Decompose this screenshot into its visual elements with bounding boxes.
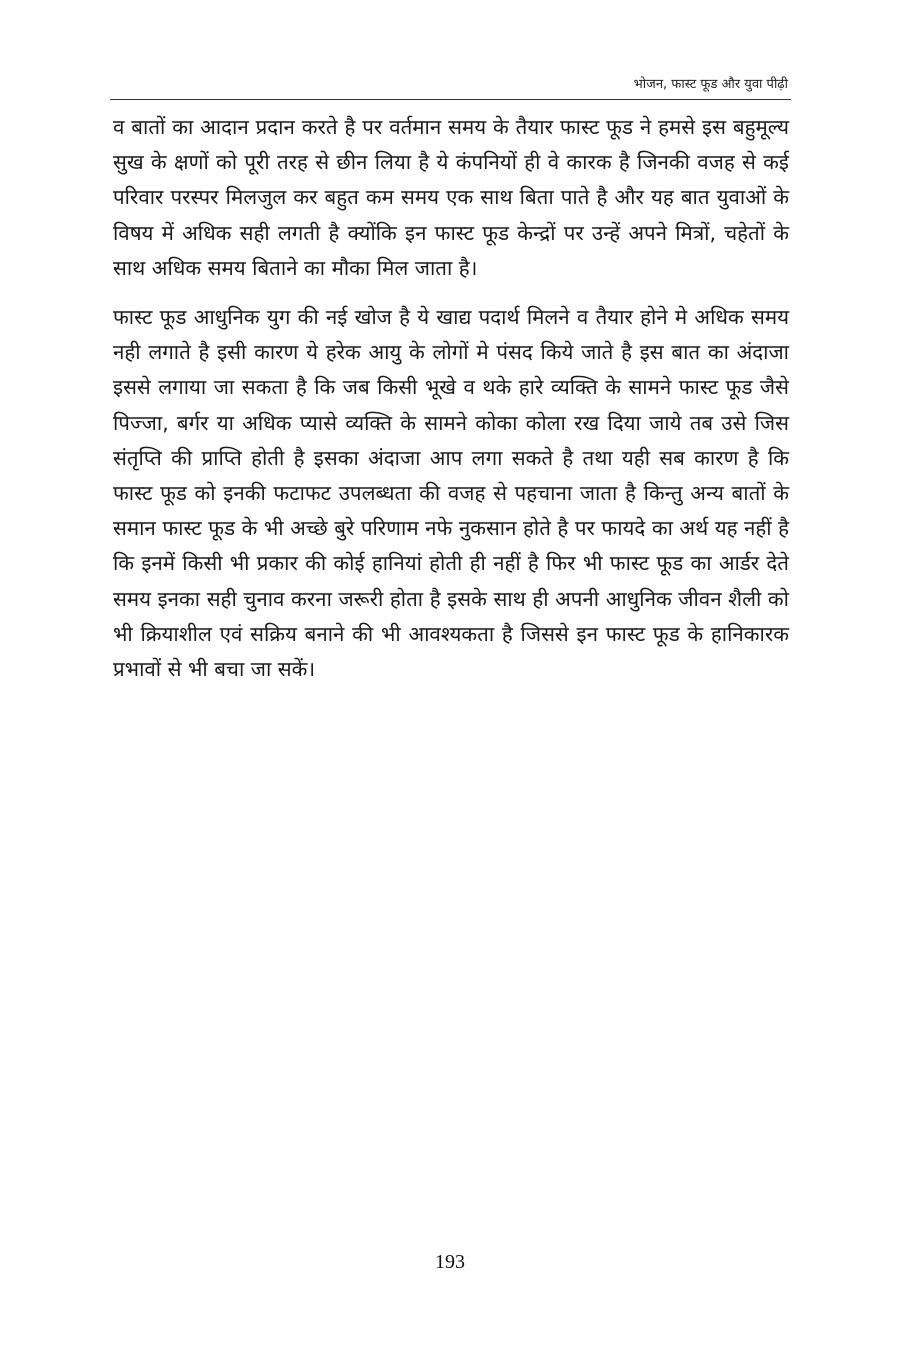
paragraph-2: फास्ट फूड आधुनिक युग की नई खोज है ये खाद्य पदार्थ मिलने व तैयार होने मे अधिक समय नही लगाते है इसी कारण ये हरेक आयु के लोगों मे पंसद किये जाते है इस बात का अंदाजा इससे लगाया जा सकता है कि जब किसी भूखे व थके हारे व्यक्ति के सामने फास्ट फूड जैसे पिज्जा, बर्गर या अधिक प्यासे व्यक्ति के सामने कोका कोला रख दिया जाये तब उसे जिस संतृप्ति की प्राप्ति होती है इसका अंदाजा आप लगा सकते है तथा यही सब कारण है कि फास्ट फूड को इनकी फटाफट उपलब्धता की वजह से पहचाना जाता है किन्तु अन्य बातों के समान फास्ट फूड के भी अच्छे बुरे परिणाम नफे नुकसान होते है पर फायदे का अर्थ यह नहीं है कि इनमें किसी भी प्रकार की कोई हानियां होती ही नहीं है फिर भी फास्ट फूड का आर्डर देते समय इनका सही चुनाव करना जरूरी होता है इसके साथ ही अपनी आधुनिक जीवन शैली को भी क्रियाशील एवं सक्रिय बनाने की भी आवश्यकता है जिससे इन फास्ट फूड के हानिकारक प्रभावों से भी बचा जा सकें। [113,305,789,682]
body-text [113,110,789,687]
page-number: 193 [435,1251,465,1273]
paragraph-1: व बातों का आदान प्रदान करते है पर वर्तमान समय के तैयार फास्ट फूड ने हमसे इस बहुमूल्य सुख के क्षणों को पूरी तरह से छीन लिया है ये कंपनियों ही वे कारक है जिनकी वजह से कई परिवार परस्पर मिलजुल कर बहुत कम समय एक साथ बिता पाते है और यह बात युवाओं के विषय में अधिक सही लगती है क्योंकि इन फास्ट फूड केन्द्रों पर उन्हें अपने मित्रों, चहेतों के साथ अधिक समय बिताने का मौका मिल जाता है। [113,115,789,280]
running-header-title: भोजन, फास्ट फूड और युवा पीढ़ी [633,77,788,92]
header-divider [110,99,791,100]
